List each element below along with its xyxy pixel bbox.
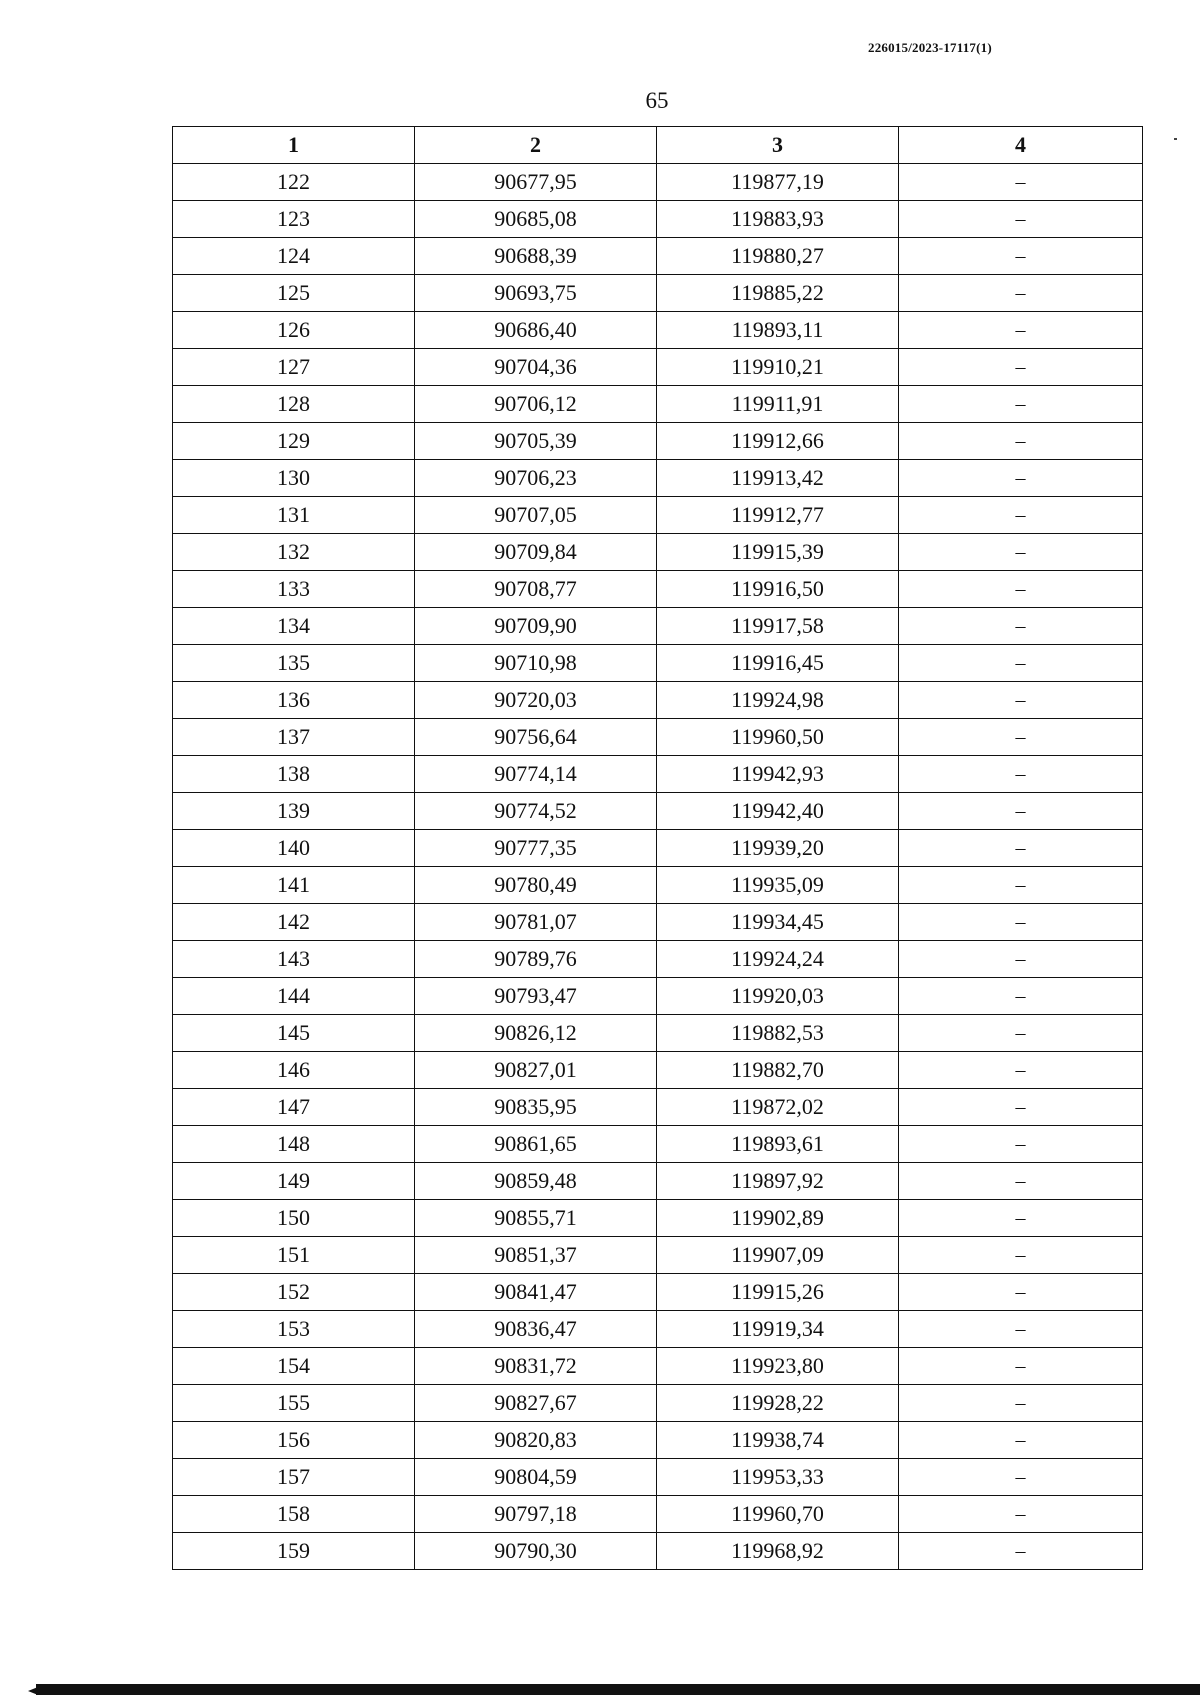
table-cell-col-3: 119907,09 (657, 1237, 899, 1274)
table-cell-col-1: 134 (173, 608, 415, 645)
table-cell-col-3: 119920,03 (657, 978, 899, 1015)
table-cell-col-1: 145 (173, 1015, 415, 1052)
table-cell-col-4: – (899, 1015, 1143, 1052)
table-cell-col-3: 119885,22 (657, 275, 899, 312)
table-cell-col-2: 90707,05 (415, 497, 657, 534)
table-cell-col-1: 138 (173, 756, 415, 793)
table-cell-col-3: 119938,74 (657, 1422, 899, 1459)
table-cell-col-3: 119939,20 (657, 830, 899, 867)
table-cell-col-1: 136 (173, 682, 415, 719)
table-cell-col-2: 90826,12 (415, 1015, 657, 1052)
table-row (173, 1422, 1143, 1459)
table-cell-col-2: 90688,39 (415, 238, 657, 275)
table-row (173, 1089, 1143, 1126)
table-row (173, 1348, 1143, 1385)
table-cell-col-3: 119882,53 (657, 1015, 899, 1052)
table-cell-col-4: – (899, 1385, 1143, 1422)
table-cell-col-1: 139 (173, 793, 415, 830)
table-cell-col-3: 119913,42 (657, 460, 899, 497)
table-cell-col-3: 119911,91 (657, 386, 899, 423)
table-cell-col-1: 144 (173, 978, 415, 1015)
table-cell-col-2: 90820,83 (415, 1422, 657, 1459)
table-cell-col-3: 119882,70 (657, 1052, 899, 1089)
table-cell-col-2: 90835,95 (415, 1089, 657, 1126)
table-cell-col-1: 153 (173, 1311, 415, 1348)
table-row (173, 238, 1143, 275)
table-cell-col-1: 147 (173, 1089, 415, 1126)
table-row (173, 682, 1143, 719)
table-cell-col-1: 143 (173, 941, 415, 978)
header-col-2: 2 (415, 127, 657, 164)
table-cell-col-3: 119934,45 (657, 904, 899, 941)
table-cell-col-3: 119953,33 (657, 1459, 899, 1496)
table-cell-col-1: 158 (173, 1496, 415, 1533)
table-cell-col-3: 119917,58 (657, 608, 899, 645)
table-row (173, 1496, 1143, 1533)
table-cell-col-3: 119968,92 (657, 1533, 899, 1570)
table-row (173, 534, 1143, 571)
table-cell-col-4: – (899, 312, 1143, 349)
table-row (173, 645, 1143, 682)
table-row (173, 1237, 1143, 1274)
table-cell-col-2: 90677,95 (415, 164, 657, 201)
table-cell-col-2: 90831,72 (415, 1348, 657, 1385)
table-cell-col-4: – (899, 978, 1143, 1015)
table-row (173, 1015, 1143, 1052)
table-row (173, 1052, 1143, 1089)
table-row (173, 830, 1143, 867)
table-cell-col-2: 90706,23 (415, 460, 657, 497)
table-cell-col-2: 90789,76 (415, 941, 657, 978)
table-cell-col-1: 129 (173, 423, 415, 460)
table-cell-col-3: 119893,61 (657, 1126, 899, 1163)
coordinates-table (172, 126, 1143, 1570)
table-cell-col-4: – (899, 571, 1143, 608)
table-row (173, 719, 1143, 756)
table-cell-col-3: 119883,93 (657, 201, 899, 238)
table-cell-col-2: 90855,71 (415, 1200, 657, 1237)
table-cell-col-4: – (899, 497, 1143, 534)
table-cell-col-4: – (899, 1496, 1143, 1533)
table-cell-col-1: 130 (173, 460, 415, 497)
table-cell-col-4: – (899, 1533, 1143, 1570)
table-row (173, 1163, 1143, 1200)
table-cell-col-4: – (899, 1237, 1143, 1274)
table-cell-col-3: 119872,02 (657, 1089, 899, 1126)
table-cell-col-3: 119924,98 (657, 682, 899, 719)
table-cell-col-2: 90827,67 (415, 1385, 657, 1422)
table-row (173, 201, 1143, 238)
table-cell-col-2: 90708,77 (415, 571, 657, 608)
table-cell-col-2: 90781,07 (415, 904, 657, 941)
table-cell-col-1: 154 (173, 1348, 415, 1385)
table-cell-col-1: 150 (173, 1200, 415, 1237)
table-row (173, 386, 1143, 423)
table-cell-col-2: 90685,08 (415, 201, 657, 238)
table-header-row (173, 127, 1143, 164)
table-cell-col-1: 149 (173, 1163, 415, 1200)
table-cell-col-2: 90851,37 (415, 1237, 657, 1274)
table-cell-col-4: – (899, 423, 1143, 460)
table-cell-col-2: 90804,59 (415, 1459, 657, 1496)
table-row (173, 1274, 1143, 1311)
table-row (173, 1533, 1143, 1570)
table-cell-col-1: 156 (173, 1422, 415, 1459)
table-cell-col-2: 90841,47 (415, 1274, 657, 1311)
table-cell-col-2: 90756,64 (415, 719, 657, 756)
table-cell-col-3: 119942,40 (657, 793, 899, 830)
table-cell-col-2: 90777,35 (415, 830, 657, 867)
table-cell-col-3: 119912,66 (657, 423, 899, 460)
table-cell-col-4: – (899, 608, 1143, 645)
header-col-4: 4 (899, 127, 1143, 164)
table-cell-col-2: 90790,30 (415, 1533, 657, 1570)
table-row (173, 1459, 1143, 1496)
table-cell-col-4: – (899, 349, 1143, 386)
table-cell-col-3: 119915,26 (657, 1274, 899, 1311)
table-cell-col-3: 119960,50 (657, 719, 899, 756)
table-cell-col-4: – (899, 1422, 1143, 1459)
table-cell-col-2: 90706,12 (415, 386, 657, 423)
table-cell-col-3: 119942,93 (657, 756, 899, 793)
table-row (173, 867, 1143, 904)
table-row (173, 793, 1143, 830)
table-cell-col-4: – (899, 1348, 1143, 1385)
table-row (173, 756, 1143, 793)
table-cell-col-4: – (899, 645, 1143, 682)
table-cell-col-4: – (899, 867, 1143, 904)
table-cell-col-1: 127 (173, 349, 415, 386)
table-cell-col-3: 119960,70 (657, 1496, 899, 1533)
table-cell-col-2: 90774,14 (415, 756, 657, 793)
table-cell-col-4: – (899, 275, 1143, 312)
table-cell-col-1: 142 (173, 904, 415, 941)
table-row (173, 460, 1143, 497)
table-row (173, 608, 1143, 645)
table-cell-col-2: 90827,01 (415, 1052, 657, 1089)
table-cell-col-4: – (899, 386, 1143, 423)
table-cell-col-2: 90704,36 (415, 349, 657, 386)
table-row (173, 904, 1143, 941)
table-cell-col-2: 90709,90 (415, 608, 657, 645)
table-row (173, 497, 1143, 534)
table-cell-col-4: – (899, 682, 1143, 719)
table-cell-col-4: – (899, 793, 1143, 830)
table-cell-col-1: 131 (173, 497, 415, 534)
table-cell-col-1: 157 (173, 1459, 415, 1496)
table-row (173, 1385, 1143, 1422)
table-cell-col-1: 146 (173, 1052, 415, 1089)
table-cell-col-2: 90693,75 (415, 275, 657, 312)
table-cell-col-1: 151 (173, 1237, 415, 1274)
table-cell-col-4: – (899, 1163, 1143, 1200)
table-cell-col-1: 140 (173, 830, 415, 867)
document-id: 226015/2023-17117(1) (868, 40, 992, 55)
table-cell-col-1: 135 (173, 645, 415, 682)
table-cell-col-4: – (899, 1200, 1143, 1237)
table-cell-col-1: 137 (173, 719, 415, 756)
table-cell-col-3: 119935,09 (657, 867, 899, 904)
page-number: 65 (645, 88, 669, 113)
table-cell-col-4: – (899, 756, 1143, 793)
table-row (173, 1311, 1143, 1348)
table-cell-col-3: 119916,50 (657, 571, 899, 608)
table-cell-col-1: 141 (173, 867, 415, 904)
table-cell-col-3: 119916,45 (657, 645, 899, 682)
table-cell-col-3: 119923,80 (657, 1348, 899, 1385)
table-cell-col-4: – (899, 164, 1143, 201)
table-row (173, 164, 1143, 201)
table-cell-col-2: 90774,52 (415, 793, 657, 830)
table-cell-col-1: 132 (173, 534, 415, 571)
margin-mark (1174, 138, 1177, 140)
table-row (173, 978, 1143, 1015)
table-cell-col-4: – (899, 719, 1143, 756)
table-cell-col-1: 152 (173, 1274, 415, 1311)
table-cell-col-2: 90797,18 (415, 1496, 657, 1533)
table-cell-col-4: – (899, 941, 1143, 978)
table-cell-col-3: 119919,34 (657, 1311, 899, 1348)
table-cell-col-3: 119880,27 (657, 238, 899, 275)
table-row (173, 571, 1143, 608)
table-cell-col-3: 119928,22 (657, 1385, 899, 1422)
table-cell-col-3: 119897,92 (657, 1163, 899, 1200)
table-cell-col-4: – (899, 1274, 1143, 1311)
table-cell-col-4: – (899, 1311, 1143, 1348)
table-cell-col-4: – (899, 1459, 1143, 1496)
table-cell-col-4: – (899, 904, 1143, 941)
table-row (173, 275, 1143, 312)
table-row (173, 349, 1143, 386)
table-cell-col-2: 90710,98 (415, 645, 657, 682)
table-cell-col-4: – (899, 1089, 1143, 1126)
table-cell-col-1: 133 (173, 571, 415, 608)
table-row (173, 423, 1143, 460)
table-cell-col-2: 90780,49 (415, 867, 657, 904)
table-cell-col-2: 90709,84 (415, 534, 657, 571)
header-col-3: 3 (657, 127, 899, 164)
table-cell-col-3: 119877,19 (657, 164, 899, 201)
table-body (173, 164, 1143, 1570)
table-cell-col-3: 119902,89 (657, 1200, 899, 1237)
table-cell-col-1: 155 (173, 1385, 415, 1422)
table-cell-col-3: 119893,11 (657, 312, 899, 349)
table-cell-col-1: 125 (173, 275, 415, 312)
table-cell-col-1: 126 (173, 312, 415, 349)
table-cell-col-4: – (899, 460, 1143, 497)
table-cell-col-1: 124 (173, 238, 415, 275)
table-cell-col-1: 159 (173, 1533, 415, 1570)
table-cell-col-4: – (899, 534, 1143, 571)
table-cell-col-3: 119912,77 (657, 497, 899, 534)
table-cell-col-2: 90836,47 (415, 1311, 657, 1348)
table-cell-col-2: 90793,47 (415, 978, 657, 1015)
table-row (173, 1200, 1143, 1237)
table-cell-col-4: – (899, 201, 1143, 238)
table-row (173, 1126, 1143, 1163)
table-cell-col-2: 90859,48 (415, 1163, 657, 1200)
table-cell-col-2: 90686,40 (415, 312, 657, 349)
table-cell-col-4: – (899, 238, 1143, 275)
table-cell-col-4: – (899, 1052, 1143, 1089)
table-cell-col-4: – (899, 1126, 1143, 1163)
table-row (173, 941, 1143, 978)
table-row (173, 312, 1143, 349)
table-cell-col-3: 119915,39 (657, 534, 899, 571)
table-cell-col-4: – (899, 830, 1143, 867)
table-cell-col-2: 90720,03 (415, 682, 657, 719)
table-cell-col-2: 90705,39 (415, 423, 657, 460)
bottom-bar (36, 1684, 1200, 1695)
table-cell-col-3: 119910,21 (657, 349, 899, 386)
header-col-1: 1 (173, 127, 415, 164)
table-cell-col-1: 128 (173, 386, 415, 423)
table-cell-col-1: 123 (173, 201, 415, 238)
table-cell-col-1: 148 (173, 1126, 415, 1163)
table-cell-col-2: 90861,65 (415, 1126, 657, 1163)
table-cell-col-1: 122 (173, 164, 415, 201)
table-cell-col-3: 119924,24 (657, 941, 899, 978)
